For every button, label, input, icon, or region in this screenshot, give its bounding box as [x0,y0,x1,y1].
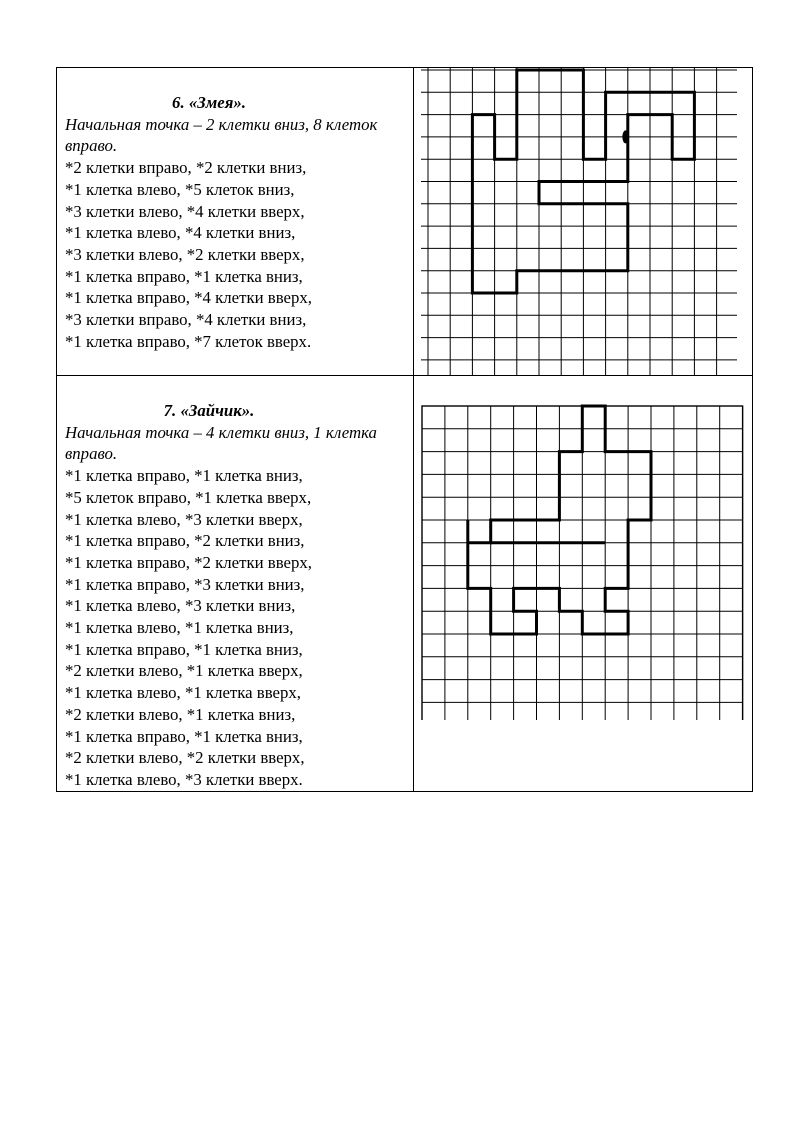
step-list [65,465,413,791]
step-item: *1 клетка влево, *1 клетка вверх, [65,683,301,703]
step-item: *5 клеток вправо, *1 клетка вверх, [65,487,312,507]
step-item: *2 клетки влево, *2 клетки вверх, [65,748,305,768]
step-item: *1 клетка влево, *3 клетки вниз, [65,596,296,616]
step-item: *1 клетка вправо, *7 клеток вверх. [65,331,312,351]
step-item: *1 клетка вправо, *1 клетка вниз, [65,726,303,746]
task-start-point: Начальная точка – 4 клетки вниз, 1 клетка вправо. [65,422,377,464]
step-item: *3 клетки влево, *2 клетки вверх, [65,244,305,264]
step-item: *1 клетка вправо, *1 клетка вниз, [65,266,303,286]
snake-eye [622,130,628,143]
task-title: 6. «Змея». [172,93,246,112]
grid-cell [414,68,753,376]
step-item: *1 клетка вправо, *1 клетка вниз, [65,639,303,659]
step-item: *1 клетка вправо, *2 клетки вверх, [65,552,312,572]
step-item: *1 клетка влево, *3 клетки вверх, [65,509,303,529]
step-item: *1 клетка вправо, *1 клетка вниз, [65,466,303,486]
grid-lines [421,68,737,376]
step-item: *1 клетка влево, *5 клеток вниз, [65,179,295,199]
step-item: *1 клетка вправо, *4 клетки вверх, [65,288,312,308]
step-item: *2 клетки влево, *1 клетка вниз, [65,704,296,724]
task-row-bunny [57,376,753,792]
task-text [57,68,413,352]
step-item: *3 клетки влево, *4 клетки вверх, [65,201,305,221]
task-start-point: Начальная точка – 2 клетки вниз, 8 клеток вправо. [65,114,378,156]
task-text [57,376,413,791]
task-text-cell [57,68,414,376]
snake-grid-drawing [421,68,737,376]
grid-lines [422,406,743,720]
task-row-snake [57,68,753,376]
task-title: 7. «Зайчик». [163,401,255,420]
step-item: *1 клетка вправо, *2 клетки вниз, [65,531,305,551]
tasks-table [56,67,753,792]
step-item: *2 клетки вправо, *2 клетки вниз, [65,158,307,178]
step-list [65,157,413,352]
step-item: *1 клетка влево, *1 клетка вниз, [65,618,294,638]
step-item: *1 клетка вправо, *3 клетки вниз, [65,574,305,594]
step-item: *1 клетка влево, *3 клетки вверх. [65,769,303,789]
step-item: *3 клетки вправо, *4 клетки вниз, [65,310,307,330]
step-item: *2 клетки влево, *1 клетка вверх, [65,661,303,681]
grid-cell [414,376,753,792]
step-item: *1 клетка влево, *4 клетки вниз, [65,223,296,243]
bunny-grid-drawing [421,396,745,720]
task-text-cell [57,376,414,792]
